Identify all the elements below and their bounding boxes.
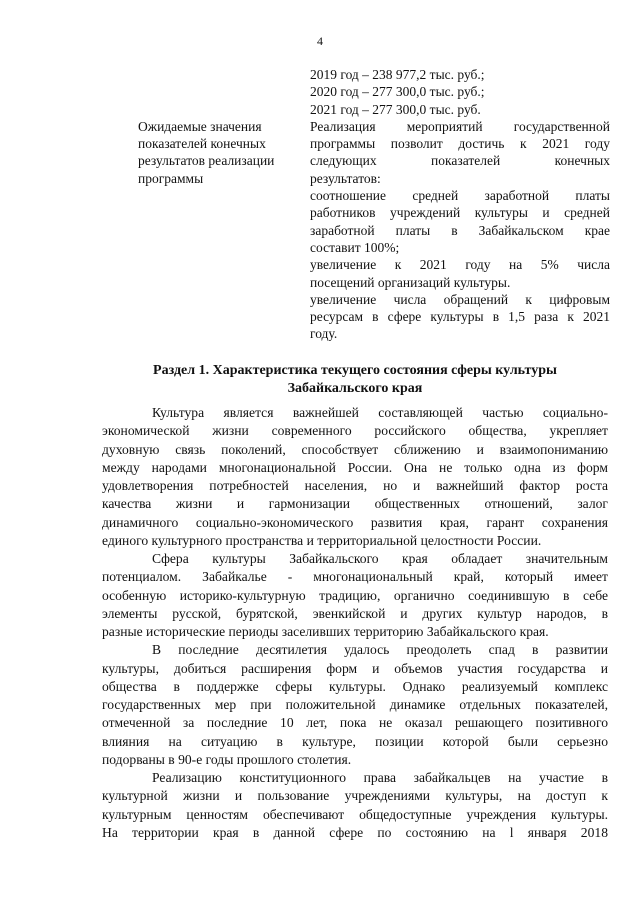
section-title-line: Забайкальского края xyxy=(287,380,423,396)
text-line: потенциалом. Забайкалье - многонациональный край, который имеет xyxy=(102,569,608,585)
result-line: Реализация мероприятий государственной xyxy=(310,118,610,134)
result-line: ресурсам в сфере культуры в 1,5 раза к 2021 xyxy=(310,309,610,325)
text-line: удовлетворения потребностей населения, но и важнейший фактор роста xyxy=(102,478,608,493)
text-line: Сфера культуры Забайкальского края обладает значительным xyxy=(152,551,608,566)
result-line: программы позволит достичь к 2021 году xyxy=(310,136,610,152)
text-line: между народами многонациональной России. Она не только одна из форм xyxy=(102,459,608,475)
text-line: экономической жизни современного российского общества, укрепляет xyxy=(102,423,608,439)
text-line: особенную историко-культурную традицию, органично соединившую в себе xyxy=(102,587,608,603)
text-line: государственных мер при положительной динамике отдельных показателей, xyxy=(102,697,608,712)
result-line: соотношение средней заработной платы xyxy=(310,188,610,204)
text-line: качества жизни и гармонизации общественных отношений, залог xyxy=(102,496,608,512)
label-line: Ожидаемые значения xyxy=(138,118,262,134)
text-line: В последние десятилетия удалось преодолеть спад в развитии xyxy=(152,642,608,658)
text-line: единого культурного пространства и территориальной целостности России. xyxy=(102,532,542,548)
text-line: духовную связь поколений, способствует сближению и взаимопониманию xyxy=(102,441,608,457)
text-line: влияния на ситуацию в культуре, позиции которой были серьезно xyxy=(102,733,608,749)
result-line: работников учреждений культуры и средней xyxy=(310,205,610,221)
label-line: показателей конечных xyxy=(138,136,266,152)
result-line: результатов: xyxy=(310,170,381,186)
text-line: отмеченной за последние 10 лет, пока не оказал решающего позитивного xyxy=(102,715,608,731)
label-line: программы xyxy=(138,170,204,186)
text-line: элементы русской, бурятской, эвенкийской и других культур народов, в xyxy=(102,605,608,621)
label-line: результатов реализации xyxy=(138,153,275,169)
passport-table xyxy=(138,66,610,343)
financing-line: 2020 год – 277 300,0 тыс. руб.; xyxy=(310,84,485,100)
text-line: разные исторические периоды заселивших территорию Забайкальского края. xyxy=(102,624,549,639)
text-line: подорваны в 90-е годы прошлого столетия. xyxy=(102,751,352,767)
result-line: году. xyxy=(310,326,338,342)
passport-label-column xyxy=(138,66,310,343)
result-line: составит 100%; xyxy=(310,239,400,255)
text-line: динамичного социально-экономического развития края, гарант сохранения xyxy=(102,514,608,530)
text-line: На территории края в данной сфере по состоянию на l января 2018 xyxy=(102,824,608,840)
text-line: культурной жизни и пользование учреждениями культуры, на доступ к xyxy=(102,788,608,804)
result-line: посещений организаций культуры. xyxy=(310,274,511,290)
financing-line: 2019 год – 238 977,2 тыс. руб.; xyxy=(310,67,485,82)
result-line: заработной платы в Забайкальском крае xyxy=(310,222,610,238)
section-title xyxy=(102,362,608,397)
financing-line: 2021 год – 277 300,0 тыс. руб. xyxy=(310,101,481,117)
page-number: 4 xyxy=(317,34,323,48)
text-line: культурным ценностям обеспечивают общедоступные учреждения культуры. xyxy=(102,806,608,822)
result-line: увеличение к 2021 году на 5% числа xyxy=(310,257,610,273)
result-line: увеличение числа обращений к цифровым xyxy=(310,291,610,307)
text-line: Реализацию конституционного права забайкальцев на участие в xyxy=(152,770,608,785)
text-line: общества в поддержке сферы культуры. Однако реализуемый комплекс xyxy=(102,678,608,694)
section-title-line: Раздел 1. Характеристика текущего состояния сферы культуры xyxy=(153,363,557,378)
text-line: Культура является важнейшей составляющей частью социально- xyxy=(152,405,608,420)
result-line: следующих показателей конечных xyxy=(310,153,610,169)
body-text xyxy=(102,404,608,842)
text-line: культуры, добиться расширения форм и объемов участия государства и xyxy=(102,660,608,676)
passport-value-column xyxy=(310,66,610,343)
